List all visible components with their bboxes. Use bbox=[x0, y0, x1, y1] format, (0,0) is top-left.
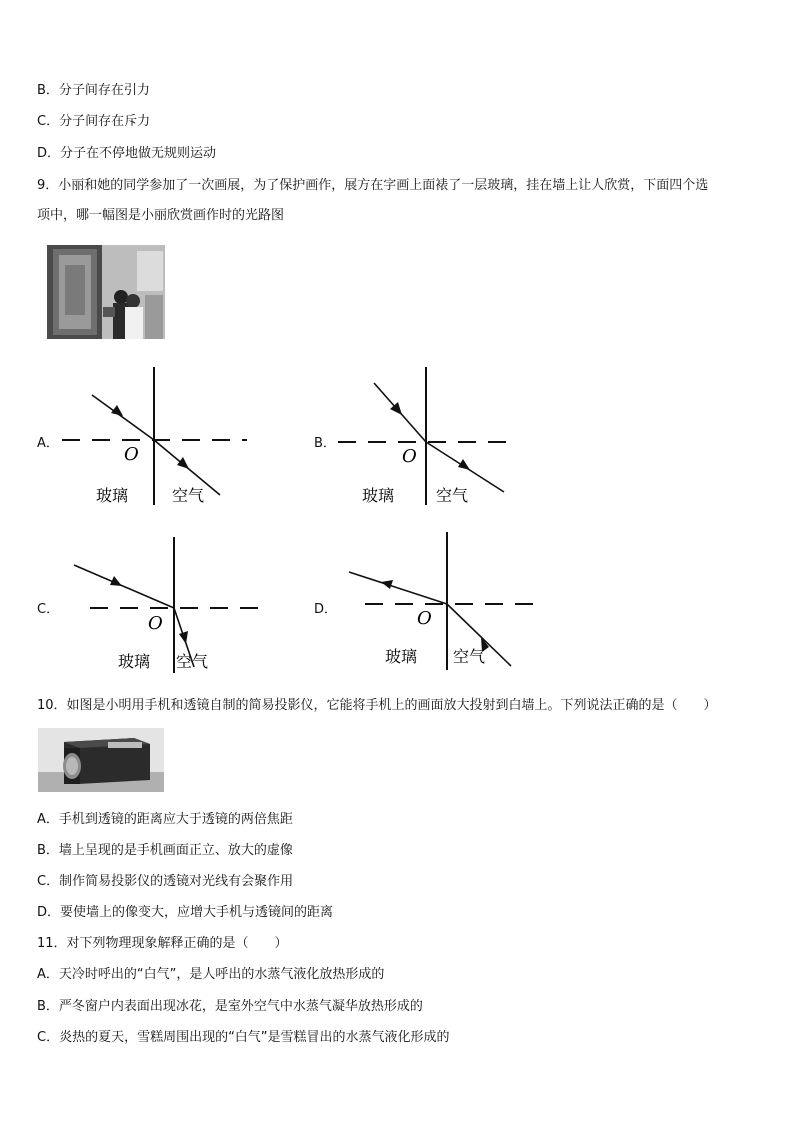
q9-diagram-b-air: 空气 bbox=[436, 486, 469, 505]
q9-diagram-a-glass: 玻璃 bbox=[96, 486, 129, 505]
q9-option-c-label: C． bbox=[37, 602, 60, 617]
q10-projector-photo bbox=[38, 728, 164, 792]
q9-diagram-b-origin: O bbox=[402, 446, 417, 467]
q9-diagram-c bbox=[70, 535, 260, 675]
q11-option-a: A．天冷时呼出的“白气”，是人呼出的水蒸气液化放热形成的 bbox=[37, 967, 385, 982]
q10-option-d: D．要使墙上的像变大，应增大手机与透镜间的距离 bbox=[37, 905, 334, 920]
q9-diagram-c-air: 空气 bbox=[176, 652, 209, 671]
q11-option-b: B．严冬窗户内表面出现冰花，是室外空气中水蒸气凝华放热形成的 bbox=[37, 999, 423, 1014]
q8-option-b: B．分子间存在引力 bbox=[37, 83, 150, 98]
q8-option-d: D．分子在不停地做无规则运动 bbox=[37, 146, 217, 161]
q9-diagram-d-origin: O bbox=[417, 608, 432, 629]
q10-option-a: A．手机到透镜的距离应大于透镜的两倍焦距 bbox=[37, 812, 293, 827]
q8-option-c: C．分子间存在斥力 bbox=[37, 114, 151, 129]
q9-diagram-b bbox=[338, 365, 518, 505]
q9-option-d-label: D． bbox=[314, 602, 338, 617]
q11-option-c: C．炎热的夏天，雪糕周围出现的“白气”是雪糕冒出的水蒸气液化形成的 bbox=[37, 1030, 450, 1045]
q9-option-a-label: A． bbox=[37, 436, 59, 451]
q9-stem-line1: 9．小丽和她的同学参加了一次画展，为了保护画作，展方在字画上面裱了一层玻璃，挂在墙上让人欣赏，下面四个选 bbox=[37, 178, 709, 193]
q9-diagram-d bbox=[345, 530, 535, 672]
q9-diagram-d-air: 空气 bbox=[453, 647, 486, 666]
q10-stem: 10．如图是小明用手机和透镜自制的简易投影仪，它能将手机上的画面放大投射到白墙上。下列说法正确的是（ ） bbox=[37, 698, 717, 713]
q9-gallery-photo bbox=[47, 245, 165, 339]
q9-diagram-d-glass: 玻璃 bbox=[385, 647, 418, 666]
q9-stem-line2: 项中，哪一幅图是小丽欣赏画作时的光路图 bbox=[37, 208, 285, 223]
q9-diagram-b-glass: 玻璃 bbox=[362, 486, 395, 505]
q10-option-c: C．制作简易投影仪的透镜对光线有会聚作用 bbox=[37, 874, 294, 889]
q10-option-b: B．墙上呈现的是手机画面正立、放大的虚像 bbox=[37, 843, 293, 858]
q9-diagram-a bbox=[62, 365, 252, 505]
q11-stem: 11．对下列物理现象解释正确的是（ ） bbox=[37, 936, 288, 951]
q9-option-b-label: B． bbox=[314, 436, 336, 451]
q9-diagram-a-origin: O bbox=[124, 444, 139, 465]
q9-diagram-c-glass: 玻璃 bbox=[118, 652, 151, 671]
q9-diagram-a-air: 空气 bbox=[172, 486, 205, 505]
q9-diagram-c-origin: O bbox=[148, 613, 163, 634]
